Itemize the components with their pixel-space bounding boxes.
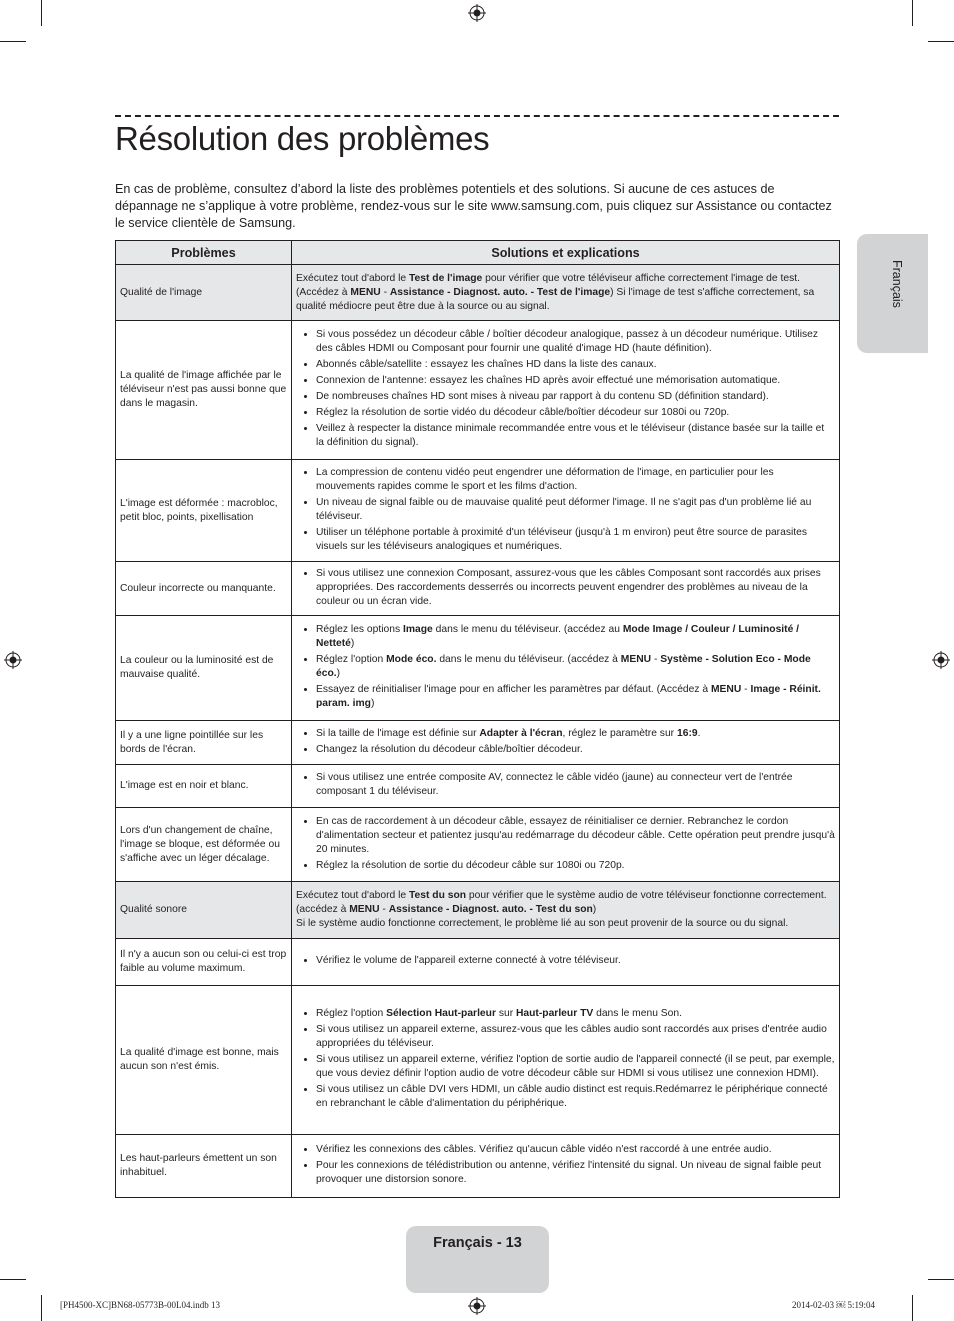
problem-cell: L'image est en noir et blanc.	[116, 765, 292, 808]
language-tab	[857, 234, 928, 353]
text-run: Abonnés câble/satellite : essayez les chaînes HD dans la liste des canaux.	[316, 359, 657, 370]
solution-cell	[292, 765, 840, 808]
problem-cell: Il n'y a aucun son ou celui-ci est trop faible au volume maximum.	[116, 939, 292, 986]
crop-mark	[0, 1279, 26, 1280]
text-run: Réglez les options	[316, 624, 404, 635]
text-run: Connexion de l'antenne: essayez les chaînes HD après avoir effectué une mémorisation automatique.	[316, 375, 781, 386]
crop-mark	[41, 1295, 42, 1321]
text-run: -	[741, 684, 751, 695]
solution-item	[316, 815, 835, 857]
text-run: -	[380, 286, 390, 298]
table-row	[116, 321, 840, 460]
text-run: En cas de raccordement à un décodeur câble, essayez de réinitialiser ce dernier. Rebranchez le cordon d'alimentation secteur et patientez jusqu'au redémarrage du décodeur câble. Cette opération peut prendre jusqu'à 20 minutes.	[316, 815, 835, 855]
solution-cell	[292, 460, 840, 562]
bold-text: Assistance - Diagnost. auto. - Test du son	[388, 904, 593, 915]
print-slug-date: 2014-02-03 ￼ 5:19:04	[792, 1300, 875, 1310]
crop-mark	[0, 41, 26, 42]
solution-item	[316, 328, 835, 356]
solution-item	[316, 358, 835, 372]
solution-cell	[292, 882, 840, 939]
bold-text: Adapter à l'écran	[479, 727, 563, 739]
troubleshooting-table	[115, 240, 840, 1198]
crop-mark	[912, 0, 913, 26]
text-run: Si vous utilisez un câble DVI vers HDMI, un câble audio distinct est requis.Redémarrez le périphérique connecté en rebranchant le câble d'alimentation du périphérique.	[316, 1084, 828, 1109]
table-row	[116, 882, 840, 939]
text-run: -	[379, 904, 389, 915]
crop-mark	[928, 1279, 954, 1280]
problem-cell: Couleur incorrecte ou manquante.	[116, 562, 292, 616]
solution-item	[316, 1007, 835, 1021]
solution-cell	[292, 265, 840, 321]
text-run: dans le menu du téléviseur. (accédez au	[432, 624, 623, 635]
text-run: Pour les connexions de télédistribution ou antenne, vérifiez l'intensité du signal. Un niveau de signal faible peut provoquer une distorsion sonore.	[316, 1160, 822, 1185]
solution-list	[296, 771, 835, 799]
solution-item	[316, 390, 835, 404]
solution-paragraph	[296, 272, 835, 314]
solution-cell	[292, 321, 840, 460]
solution-item	[316, 743, 835, 757]
registration-mark-icon	[468, 4, 486, 22]
solution-list	[296, 954, 835, 968]
text-run: Si vous utilisez un appareil externe, vérifiez l'option de sortie audio de l'appareil connecté (il se peut, par exemple, que vous deviez définir l'option audio de votre décodeur câble sur HDMI si vous utilisez une connexion HDMI).	[316, 1054, 835, 1079]
text-run: ) Si l'image de test s'affiche correctement, sa qualité médiocre peut être due à la source ou au signal.	[296, 286, 815, 312]
solution-item	[316, 567, 835, 609]
solution-item	[316, 466, 835, 494]
bold-text: Assistance - Diagnost. auto. - Test de l'image	[389, 286, 611, 298]
solution-item	[316, 771, 835, 799]
text-run: -	[651, 654, 661, 665]
solution-item	[316, 623, 835, 651]
solution-cell	[292, 986, 840, 1135]
registration-mark-icon	[932, 651, 950, 669]
solution-item	[316, 653, 835, 681]
solution-item	[316, 496, 835, 524]
problem-cell: Il y a une ligne pointillée sur les bords de l'écran.	[116, 721, 292, 765]
text-run: )	[592, 904, 597, 915]
bold-text: Mode éco.	[386, 654, 437, 665]
text-run: Si vous possédez un décodeur câble / boîtier décodeur analogique, passez à un décodeur numérique. Utilisez des câbles HDMI ou Composant pour fournir une qualité d'image HD (haute définition).	[316, 329, 819, 354]
intro-paragraph: En cas de problème, consultez d’abord la liste des problèmes potentiels et des solutions. Si aucune de ces astuces de dépannage ne s’applique à votre problème, rendez-vous sur le site www.samsung.com, puis cliquez sur Assistance ou contactez le service clientèle de Samsung.	[115, 182, 832, 230]
solution-cell	[292, 808, 840, 882]
bold-text: Sélection Haut-parleur	[386, 1008, 496, 1019]
page-number-tab	[406, 1226, 549, 1293]
text-run: Réglez l'option	[316, 1008, 387, 1019]
problem-cell: Lors d'un changement de chaîne, l'image se bloque, est déformée ou s'affiche avec un léger décalage.	[116, 808, 292, 882]
table-row	[116, 765, 840, 808]
bold-text: Image - Réinit. param. img	[316, 684, 821, 709]
solution-item	[316, 683, 835, 711]
solution-item	[316, 1023, 835, 1051]
text-run: )	[336, 668, 341, 679]
table-row	[116, 986, 840, 1135]
text-run: Un niveau de signal faible ou de mauvaise qualité peut déformer l'image. Il ne s'agit pas d'un problème lié au téléviseur.	[316, 496, 812, 522]
bold-text: Image	[403, 624, 433, 635]
table-row	[116, 460, 840, 562]
registration-mark-icon	[468, 1297, 486, 1315]
text-run: Si vous utilisez un appareil externe, assurez-vous que les câbles audio sont raccordés aux prises d'entrée audio appropriées du téléviseur.	[316, 1024, 827, 1049]
solution-item	[316, 1143, 835, 1157]
title-divider	[115, 115, 839, 117]
bold-text: MENU	[350, 286, 381, 298]
solution-item	[316, 727, 835, 741]
text-run: Exécutez tout d'abord le	[296, 890, 410, 901]
text-run: pour vérifier que votre téléviseur affiche correctement l'image de test. (Accédez à	[296, 272, 800, 298]
table-row	[116, 721, 840, 765]
text-run: Si la taille de l'image est définie sur	[316, 727, 480, 739]
table-header-row	[116, 241, 840, 265]
solution-cell	[292, 562, 840, 616]
language-tab-label: Français	[890, 260, 904, 308]
solution-list	[296, 623, 835, 711]
text-run: Si vous utilisez une connexion Composant, assurez-vous que les câbles Composant sont raccordés aux prises appropriées. Des raccordements desserrés ou incorrects peuvent engendrer des problèmes au niveau de la couleur ou un écran vide.	[316, 567, 821, 607]
text-run: Vérifiez les connexions des câbles. Vérifiez qu'aucun câble vidéo n'est raccordé à une entrée audio.	[316, 1144, 772, 1155]
crop-mark	[912, 1295, 913, 1321]
text-run: Utiliser un téléphone portable à proximité d'un téléviseur (jusqu'à 1 m environ) peut être source de parasites visuels sur les téléviseurs analogiques et numériques.	[316, 526, 808, 552]
solution-cell	[292, 721, 840, 765]
solution-item	[316, 954, 835, 968]
bold-text: Mode Image / Couleur / Luminosité / Netteté	[316, 624, 800, 649]
column-header-solutions: Solutions et explications	[292, 241, 840, 265]
text-run: La compression de contenu vidéo peut engendrer une déformation de l'image, en particulier pour les mouvements rapides comme le sport et les films d'action.	[316, 466, 774, 492]
solution-item	[316, 374, 835, 388]
text-run: Essayez de réinitialiser l'image pour en afficher les paramètres par défaut. (Accédez à	[316, 684, 711, 695]
text-run: pour vérifier que le système audio de votre téléviseur fonctionne correctement. (accédez à	[296, 890, 827, 915]
solution-list	[296, 328, 835, 450]
page-title: Résolution des problèmes	[115, 120, 490, 157]
table-row	[116, 265, 840, 321]
table-row	[116, 808, 840, 882]
bold-text: MENU	[349, 904, 380, 915]
solution-cell	[292, 939, 840, 986]
solution-item	[316, 526, 835, 554]
text-run: Exécutez tout d'abord le	[296, 272, 410, 284]
print-slug-file: [PH4500-XC]BN68-05773B-00L04.indb 13	[60, 1300, 220, 1310]
bold-text: Haut-parleur TV	[515, 1008, 594, 1019]
solution-item	[316, 859, 835, 873]
problem-cell: Qualité de l'image	[116, 265, 292, 321]
text-run: sur	[495, 1008, 516, 1019]
problem-cell: L'image est déformée : macrobloc, petit bloc, points, pixellisation	[116, 460, 292, 562]
text-run: Veillez à respecter la distance minimale recommandée entre vous et le téléviseur (distance basée sur la taille et la définition du signal).	[316, 423, 825, 448]
bold-text: MENU	[710, 684, 742, 695]
solution-cell	[292, 1135, 840, 1198]
text-run: Changez la résolution du décodeur câble/boîtier décodeur.	[316, 743, 583, 755]
solution-paragraph	[296, 889, 835, 917]
text-run: dans le menu Son.	[593, 1008, 682, 1019]
bold-text: 16:9	[676, 727, 698, 739]
table-row	[116, 939, 840, 986]
problem-cell: Les haut-parleurs émettent un son inhabituel.	[116, 1135, 292, 1198]
registration-mark-icon	[4, 651, 22, 669]
solution-item	[316, 1053, 835, 1081]
text-run: Réglez la résolution de sortie vidéo du décodeur câble/boîtier décodeur sur 1080i ou 720p.	[316, 407, 730, 418]
text-run: Vérifiez le volume de l'appareil externe connecté à votre téléviseur.	[316, 955, 621, 966]
solution-item	[316, 1159, 835, 1187]
table-row	[116, 616, 840, 721]
text-run: Réglez l'option	[316, 654, 387, 665]
problem-cell: La qualité de l'image affichée par le téléviseur n'est pas aussi bonne que dans le magasin.	[116, 321, 292, 460]
text-run: , réglez le paramètre sur	[562, 727, 677, 739]
text-run: Réglez la résolution de sortie du décodeur câble sur 1080i ou 720p.	[316, 859, 625, 871]
text-run: )	[370, 698, 375, 709]
text-run: Si le système audio fonctionne correctement, le problème lié au son peut provenir de la source ou du signal.	[296, 918, 789, 929]
page-number: Français - 13	[433, 1235, 522, 1251]
text-run: )	[350, 638, 355, 649]
text-run: dans le menu du téléviseur. (accédez à	[436, 654, 621, 665]
crop-mark	[41, 0, 42, 26]
column-header-problems: Problèmes	[116, 241, 292, 265]
bold-text: MENU	[620, 654, 652, 665]
solution-list	[296, 567, 835, 609]
crop-mark	[928, 41, 954, 42]
solution-item	[316, 406, 835, 420]
solution-cell	[292, 616, 840, 721]
problem-cell: La couleur ou la luminosité est de mauvaise qualité.	[116, 616, 292, 721]
bold-text: Test du son	[409, 890, 467, 901]
problem-cell: La qualité d'image est bonne, mais aucun son n'est émis.	[116, 986, 292, 1135]
solution-item	[316, 1083, 835, 1111]
solution-list	[296, 815, 835, 873]
text-run: Si vous utilisez une entrée composite AV, connectez le câble vidéo (jaune) au connecteur vert de l'entrée composant 1 du téléviseur.	[316, 772, 793, 797]
solution-list	[296, 466, 835, 554]
table-row	[116, 562, 840, 616]
solution-list	[296, 727, 835, 757]
problem-cell: Qualité sonore	[116, 882, 292, 939]
solution-item	[316, 422, 835, 450]
solution-paragraph	[296, 917, 835, 931]
solution-list	[296, 1007, 835, 1111]
text-run: .	[697, 727, 701, 739]
bold-text: Test de l'image	[409, 272, 483, 284]
solution-list	[296, 1143, 835, 1187]
bold-text: Système - Solution Eco - Mode éco.	[316, 654, 811, 679]
text-run: De nombreuses chaînes HD sont mises à niveau par rapport à du contenu SD (définition standard).	[316, 391, 769, 402]
table-row	[116, 1135, 840, 1198]
